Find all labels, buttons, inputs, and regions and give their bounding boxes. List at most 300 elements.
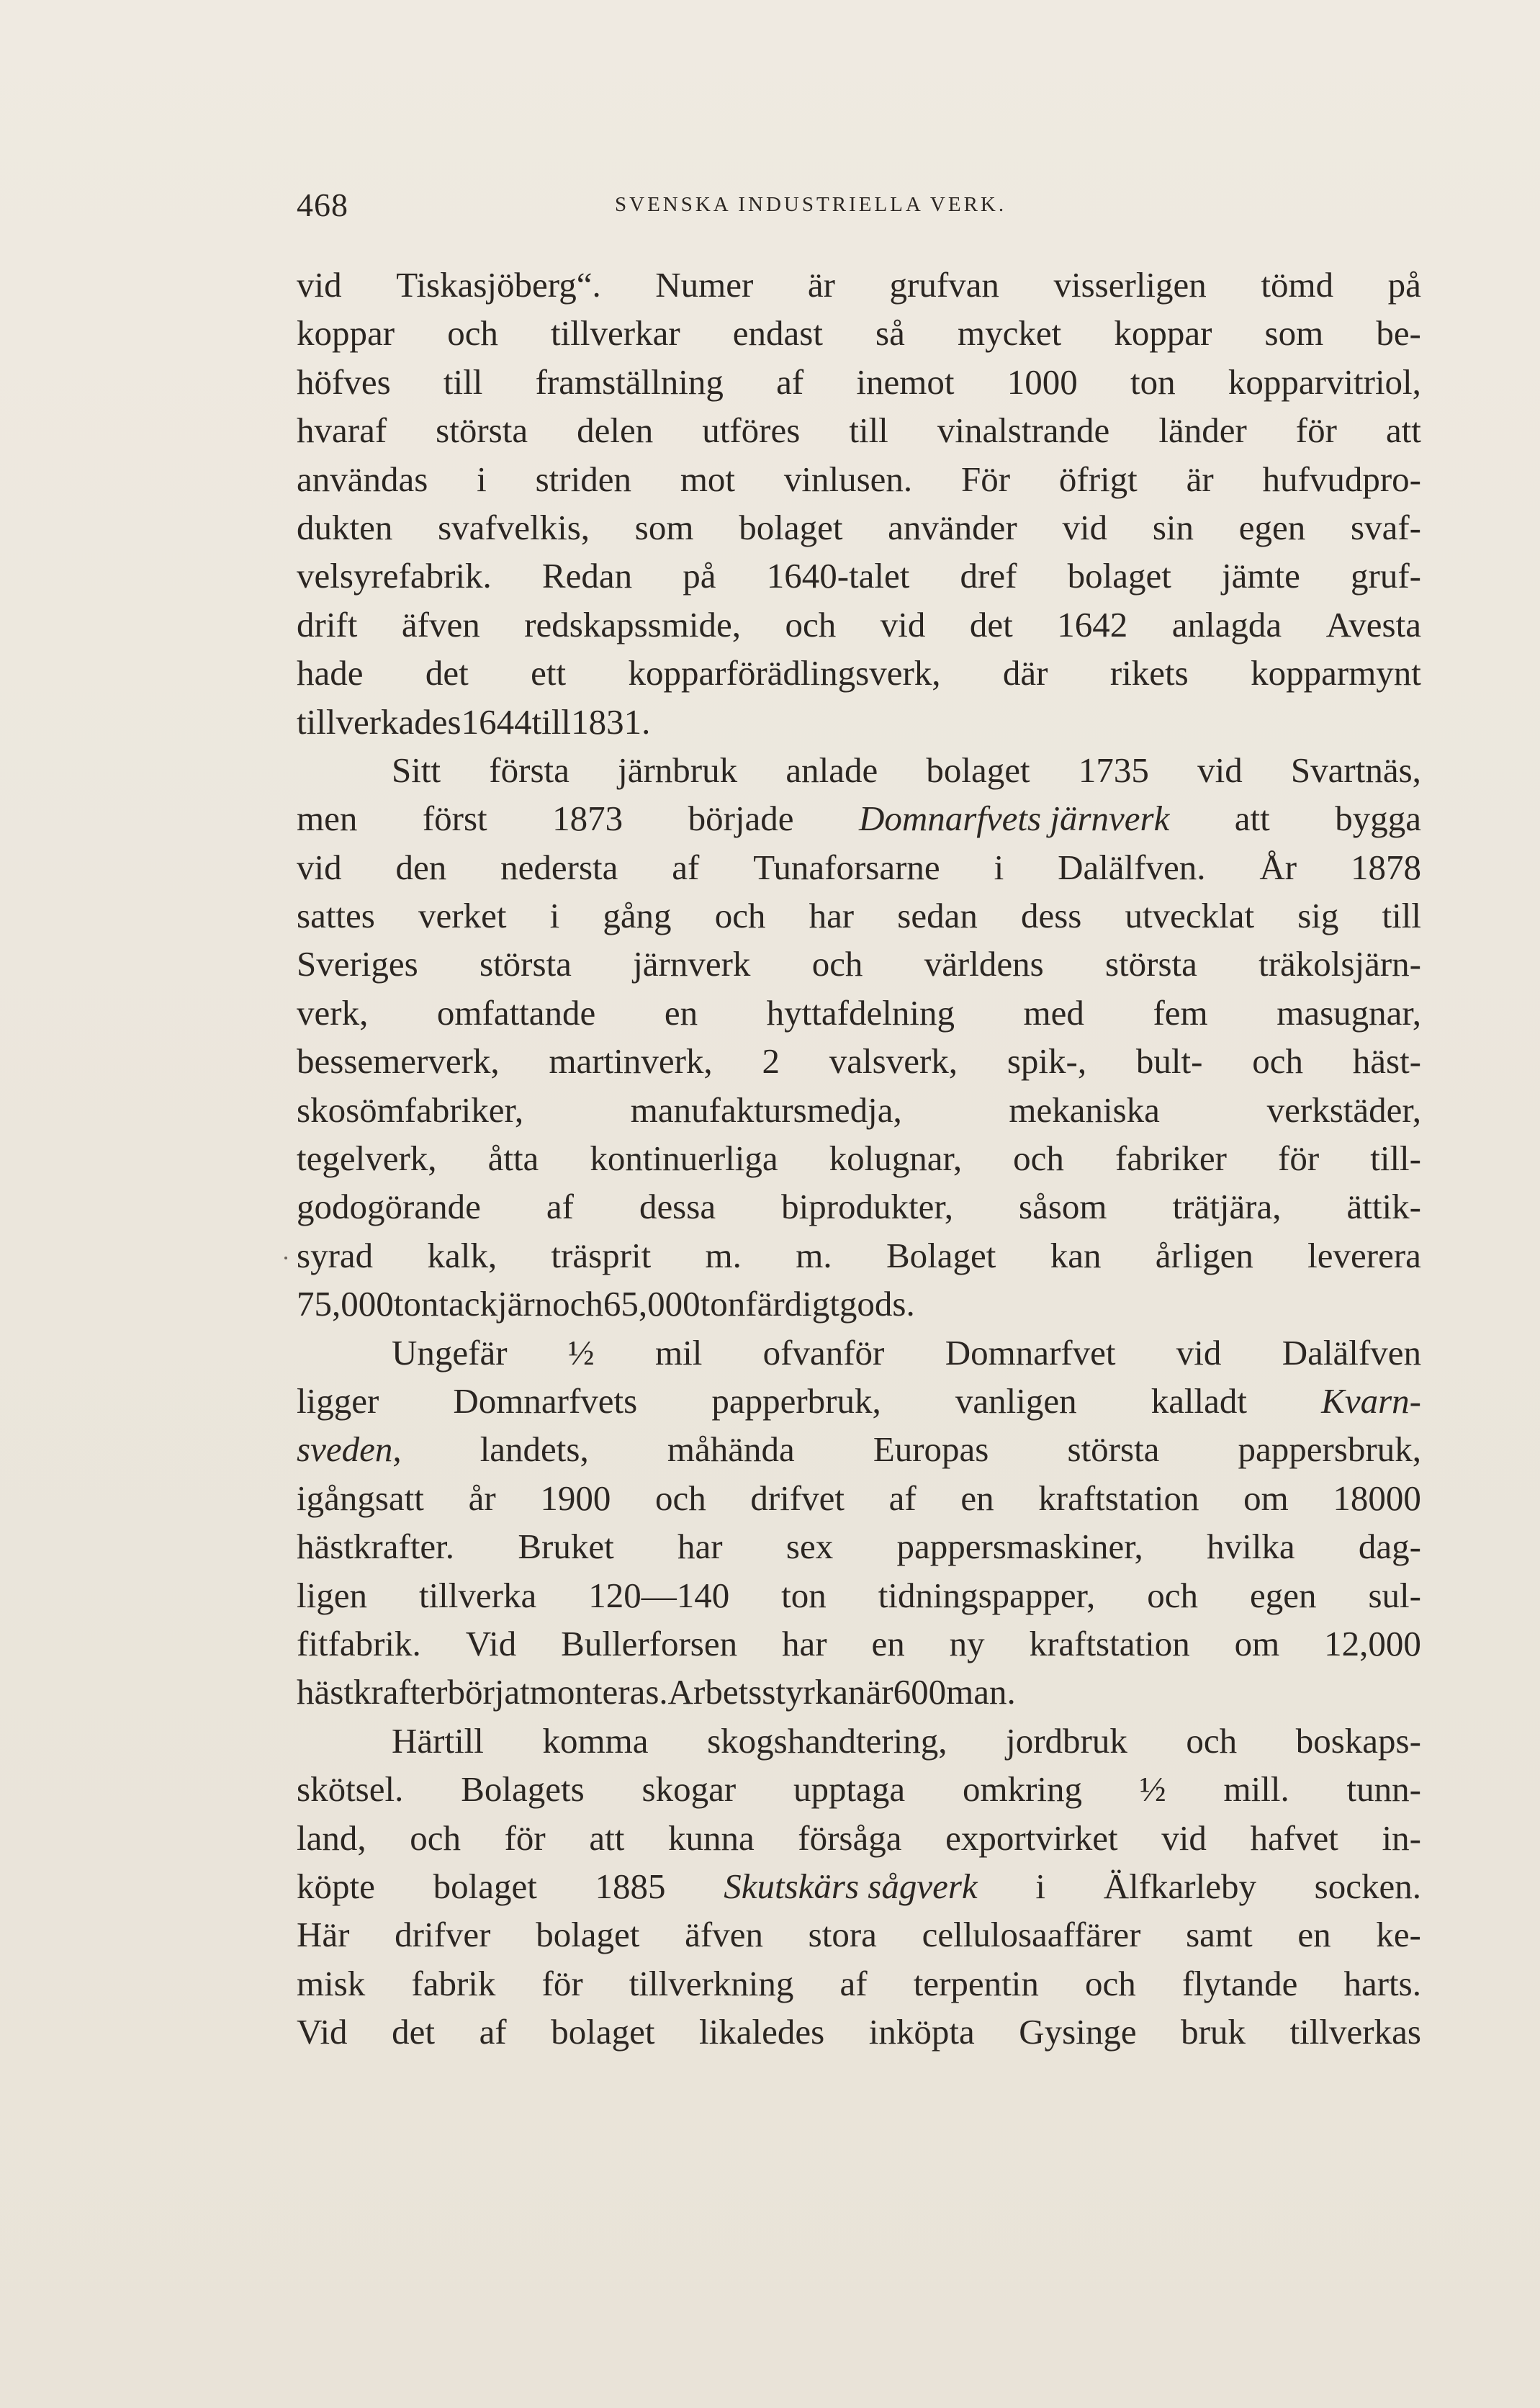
word: och (811, 944, 863, 984)
running-head: SVENSKA INDUSTRIELLA VERK. (615, 193, 1007, 216)
text-line (297, 940, 1421, 988)
page-header (297, 186, 1420, 229)
word: och (1013, 1138, 1064, 1179)
word: om (1243, 1478, 1289, 1518)
word: landets, (479, 1429, 589, 1470)
text-line (297, 1522, 1421, 1571)
text-line (297, 1814, 1421, 1862)
text-line (297, 891, 1421, 940)
word: flytande (1181, 1963, 1298, 2003)
word: hästkrafter. (297, 1527, 455, 1567)
text-line (297, 1959, 1421, 2008)
word: köpte (297, 1866, 375, 1906)
word: länder (1158, 410, 1247, 451)
word: skogshandtering, (707, 1720, 947, 1761)
word: omkring (963, 1769, 1083, 1810)
word: Bruket (518, 1527, 614, 1567)
word: egen (1249, 1575, 1317, 1615)
word: som (634, 507, 694, 547)
word: tillverkades (297, 701, 461, 742)
word: kolugnar, (829, 1138, 963, 1179)
word: första (489, 750, 569, 790)
word: hästkrafter (297, 1672, 448, 1712)
word: Bullerforsen (561, 1623, 738, 1663)
word: träkolsjärn- (1258, 944, 1421, 984)
word: ke- (1376, 1915, 1421, 1955)
word: sattes (297, 896, 375, 936)
word: velsyrefabrik. (297, 556, 492, 596)
word: 2 (762, 1041, 780, 1082)
word: har (809, 896, 855, 936)
word: ton (700, 1284, 746, 1324)
word: Domnarfvet (945, 1332, 1116, 1373)
word: men (297, 799, 358, 839)
word: 1878 (1350, 847, 1421, 887)
word: och (654, 1478, 706, 1518)
word: såsom (1019, 1187, 1107, 1227)
word: och (1084, 1963, 1136, 2003)
word: järnbruk (618, 750, 738, 790)
word: vid (880, 604, 926, 644)
word: vid (1197, 750, 1243, 790)
text-line (297, 1086, 1421, 1134)
word: mekaniska (1009, 1090, 1160, 1130)
text-line (297, 406, 1421, 454)
word: är (807, 265, 835, 305)
word: för (1295, 410, 1337, 451)
word: vinalstrande (937, 410, 1110, 451)
text-line (297, 358, 1421, 406)
word: kraftstation (1038, 1478, 1199, 1518)
word: ättik- (1346, 1187, 1421, 1227)
word: terpentin (913, 1963, 1039, 2003)
text-line (297, 1425, 1421, 1473)
word: Tiskasjöberg“. (396, 265, 601, 305)
word: i (1035, 1866, 1045, 1906)
word: och (410, 1818, 461, 1858)
word: inköpta (868, 2012, 975, 2052)
word: utföres (702, 410, 801, 451)
word: åtta (487, 1138, 539, 1179)
text-line (297, 1571, 1421, 1619)
word: är (865, 1672, 893, 1712)
word: m. (705, 1235, 742, 1275)
word: tillverkning (629, 1963, 794, 2003)
text-line (297, 1182, 1421, 1231)
word: äfven (685, 1915, 763, 1955)
text-line (297, 309, 1421, 357)
word: dess (1020, 896, 1082, 936)
word: i (549, 896, 560, 936)
word: 1900 (540, 1478, 611, 1518)
text-line (297, 261, 1421, 309)
word: Ungefär (392, 1332, 508, 1373)
word: 1735 (1078, 750, 1149, 790)
word: upptaga (793, 1769, 906, 1810)
word: bult- (1135, 1041, 1203, 1082)
word: sveden, (297, 1429, 402, 1470)
word: syrad (297, 1235, 374, 1275)
text-line (297, 552, 1421, 600)
word: in- (1382, 1818, 1421, 1858)
word: martinverk, (549, 1041, 713, 1082)
word: ton (393, 1284, 439, 1324)
word: för (504, 1818, 546, 1858)
word: inemot (856, 361, 955, 402)
word: hufvudpro- (1262, 459, 1421, 499)
body-text (297, 261, 1421, 2056)
page-number: 468 (297, 187, 348, 223)
word: i (477, 459, 487, 499)
word: största (436, 410, 528, 451)
word: Europas (873, 1429, 989, 1470)
word: vid (297, 847, 342, 887)
text-line (297, 1329, 1421, 1377)
word: till (1382, 896, 1421, 936)
word: nedersta (500, 847, 618, 887)
word: först (422, 799, 487, 839)
word: kopparmynt (1251, 653, 1421, 693)
word: År (1259, 847, 1297, 887)
word: största (1104, 944, 1197, 984)
word: valsverk, (829, 1041, 958, 1082)
word: som (1264, 313, 1324, 354)
word: egen (1238, 507, 1306, 547)
word: bruk (1181, 2012, 1246, 2052)
word: för (1278, 1138, 1320, 1179)
word: och (1186, 1720, 1238, 1761)
word: 600 (893, 1672, 947, 1712)
text-line (297, 649, 1421, 697)
word: kunna (667, 1818, 755, 1858)
word: grufvan (889, 265, 999, 305)
text-line (297, 794, 1421, 843)
text-line (297, 1134, 1421, 1182)
word: ton (1130, 361, 1176, 402)
word: och (552, 1284, 603, 1324)
word: 12,000 (1324, 1623, 1421, 1663)
word: har (677, 1527, 723, 1567)
word: bessemerverk, (297, 1041, 500, 1082)
word: bygga (1335, 799, 1421, 839)
word: framställning (535, 361, 724, 402)
word: 1873 (552, 799, 623, 839)
word: bolaget (739, 507, 843, 547)
word: visserligen (1053, 265, 1207, 305)
word: 1885 (595, 1866, 666, 1906)
word: världens (924, 944, 1044, 984)
word: bolaget (926, 750, 1030, 790)
word: Gysinge (1019, 2012, 1137, 2052)
text-line (297, 698, 1421, 746)
word: att (1385, 410, 1421, 451)
word: kan (1050, 1235, 1102, 1275)
word: komma (542, 1720, 649, 1761)
word: 1640-talet (766, 556, 910, 596)
word: sin (1152, 507, 1194, 547)
word: och (1147, 1575, 1198, 1615)
word: fem (1153, 992, 1208, 1033)
word: striden (535, 459, 631, 499)
word: ligen (297, 1575, 367, 1615)
word: 120—140 (588, 1575, 730, 1615)
word: papperbruk, (711, 1380, 881, 1421)
word: fabriker (1115, 1138, 1228, 1179)
word: drifver (395, 1915, 491, 1955)
word: och (785, 604, 837, 644)
word: be- (1376, 313, 1421, 354)
word: måhända (667, 1429, 795, 1470)
word: leverera (1307, 1235, 1421, 1275)
word: jämte (1222, 556, 1300, 596)
word: samt (1186, 1915, 1253, 1955)
word: Vid (465, 1623, 517, 1663)
word: är (1186, 459, 1214, 499)
word: svafvelkis, (438, 507, 590, 547)
word: Redan (541, 556, 633, 596)
word: verket (418, 896, 507, 936)
word: Sveriges (297, 944, 418, 984)
word: 65,000 (603, 1284, 701, 1324)
word: att (589, 1818, 625, 1858)
word: höfves (297, 361, 391, 402)
word: vid (297, 265, 342, 305)
word: monteras. (529, 1672, 668, 1712)
word: ett (531, 653, 567, 693)
word: tackjärn (438, 1284, 553, 1324)
word: bolaget (551, 2012, 655, 2052)
word: anlade (785, 750, 878, 790)
word: sul- (1368, 1575, 1421, 1615)
word: kalk, (427, 1235, 497, 1275)
word: pappersbruk, (1238, 1429, 1421, 1470)
text-line (297, 989, 1421, 1037)
text-line (297, 1668, 1421, 1716)
word: använder (888, 507, 1017, 547)
word: på (1387, 265, 1421, 305)
word: mill. (1223, 1769, 1289, 1810)
word: Domnarfvets järnverk (858, 799, 1170, 839)
word: kopparvitriol, (1228, 361, 1421, 402)
word: det (392, 2012, 435, 2052)
word: sedan (897, 896, 978, 936)
word: till (531, 701, 572, 742)
text-line (297, 1765, 1421, 1813)
word: en (664, 992, 698, 1033)
word: verkstäder, (1266, 1090, 1421, 1130)
word: ½ (567, 1332, 595, 1373)
word: Domnarfvets (453, 1380, 638, 1421)
word: gruf- (1351, 556, 1421, 596)
word: boskaps- (1295, 1720, 1421, 1761)
text-line (297, 503, 1421, 552)
word: Numer (655, 265, 754, 305)
word: vid (1161, 1818, 1207, 1858)
word: så (875, 313, 905, 354)
word: pappersmaskiner, (896, 1527, 1143, 1567)
word: och (1252, 1041, 1303, 1082)
word: land, (297, 1818, 366, 1858)
word: af (479, 2012, 507, 2052)
word: till (849, 410, 888, 451)
word: tillverkar (551, 313, 680, 354)
word: trätjära, (1172, 1187, 1282, 1227)
word: bolaget (1067, 556, 1171, 596)
text-line (297, 1280, 1421, 1328)
word: och (447, 313, 498, 354)
margin-mark (284, 1257, 287, 1259)
word: kopparförädlingsverk, (628, 653, 941, 693)
word: m. (796, 1235, 832, 1275)
word: en (871, 1623, 905, 1663)
text-line (297, 1377, 1421, 1425)
text-line (297, 1717, 1421, 1765)
word: Skutskärs sågverk (724, 1866, 978, 1906)
word: den (395, 847, 447, 887)
word: försåga (798, 1818, 902, 1858)
word: Bolaget (886, 1235, 996, 1275)
word: 18000 (1333, 1478, 1421, 1518)
word: mot (680, 459, 736, 499)
word: hafvet (1250, 1818, 1338, 1858)
word: Härtill (392, 1720, 484, 1761)
word: en (960, 1478, 994, 1518)
text-line (297, 843, 1421, 891)
word: färdigt (745, 1284, 839, 1324)
word: största (479, 944, 572, 984)
word: harts. (1343, 1963, 1421, 2003)
word: tillverkas (1289, 2012, 1421, 2052)
word: på (683, 556, 716, 596)
word: kalladt (1151, 1380, 1248, 1421)
word: Bolagets (461, 1769, 585, 1810)
word: 1644 (461, 701, 532, 742)
word: användas (297, 459, 428, 499)
word: skosömfabriker, (297, 1090, 524, 1130)
word: vid (1062, 507, 1108, 547)
word: mil (654, 1332, 703, 1373)
word: en (1297, 1915, 1331, 1955)
word: af (546, 1187, 574, 1227)
word: koppar (297, 313, 395, 354)
word: Avesta (1325, 604, 1421, 644)
word: det (425, 653, 469, 693)
word: koppar (1114, 313, 1212, 354)
text-line (297, 746, 1421, 794)
word: årligen (1155, 1235, 1253, 1275)
word: 1000 (1007, 361, 1078, 402)
word: kraftstation (1029, 1623, 1190, 1663)
word: det (969, 604, 1013, 644)
word: träsprit (551, 1235, 652, 1275)
word: igångsatt (297, 1478, 424, 1518)
word: största (1067, 1429, 1160, 1470)
word: exportvirket (945, 1818, 1118, 1858)
word: hvilka (1207, 1527, 1295, 1567)
word: Arbetsstyrkan (667, 1672, 866, 1712)
word: fabrik (411, 1963, 496, 2003)
word: Här (297, 1915, 350, 1955)
word: cellulosaaffärer (922, 1915, 1141, 1955)
word: Tunaforsarne (753, 847, 940, 887)
word: dag- (1358, 1527, 1421, 1567)
word: Svartnäs, (1290, 750, 1421, 790)
word: vinlusen. (783, 459, 913, 499)
word: Kvarn- (1321, 1380, 1421, 1421)
word: har (782, 1623, 827, 1663)
word: tunn- (1346, 1769, 1421, 1810)
word: skogar (641, 1769, 737, 1810)
word: biprodukter, (781, 1187, 953, 1227)
word: ½ (1139, 1769, 1166, 1810)
text-line (297, 2008, 1421, 2056)
word: bolaget (536, 1915, 640, 1955)
word: mycket (957, 313, 1062, 354)
word: i (994, 847, 1004, 887)
word: godogörande (297, 1187, 481, 1227)
word: tidningspapper, (878, 1575, 1096, 1615)
word: ligger (297, 1380, 379, 1421)
word: dessa (639, 1187, 716, 1227)
word: verk, (297, 992, 369, 1033)
text-line (297, 1619, 1421, 1668)
word: äfven (401, 604, 480, 644)
word: Sitt (392, 750, 441, 790)
word: gods. (839, 1284, 915, 1324)
word: järnverk (633, 944, 751, 984)
word: kontinuerliga (590, 1138, 778, 1179)
word: För (961, 459, 1011, 499)
word: endast (732, 313, 823, 354)
word: och (714, 896, 766, 936)
word: vid (1176, 1332, 1222, 1373)
word: sex (785, 1527, 834, 1567)
word: år (468, 1478, 496, 1518)
word: för (541, 1963, 583, 2003)
word: vanligen (955, 1380, 1077, 1421)
word: att (1234, 799, 1270, 839)
word: börjat (447, 1672, 530, 1712)
word: socken. (1314, 1866, 1421, 1906)
word: drift (297, 604, 358, 644)
word: omfattande (436, 992, 596, 1033)
word: stora (808, 1915, 877, 1955)
word: ny (949, 1623, 985, 1663)
word: om (1234, 1623, 1280, 1663)
word: hyttafdelning (766, 992, 955, 1033)
word: masugnar, (1276, 992, 1421, 1033)
word: dukten (297, 507, 393, 547)
word: skötsel. (297, 1769, 404, 1810)
word: anlagda (1171, 604, 1282, 644)
word: likaledes (699, 2012, 825, 2052)
word: jordbruk (1006, 1720, 1127, 1761)
text-line (297, 1910, 1421, 1959)
word: häst- (1352, 1041, 1421, 1082)
word: öfrigt (1058, 459, 1138, 499)
text-line (297, 1862, 1421, 1910)
text-line (297, 1474, 1421, 1522)
word: tegelverk, (297, 1138, 437, 1179)
word: af (888, 1478, 917, 1518)
word: redskapssmide, (524, 604, 741, 644)
word: sig (1297, 896, 1339, 936)
word: hvaraf (297, 410, 387, 451)
word: 1642 (1057, 604, 1128, 644)
word: delen (577, 410, 654, 451)
word: manufaktursmedja, (630, 1090, 902, 1130)
word: Älfkarleby (1103, 1866, 1256, 1906)
